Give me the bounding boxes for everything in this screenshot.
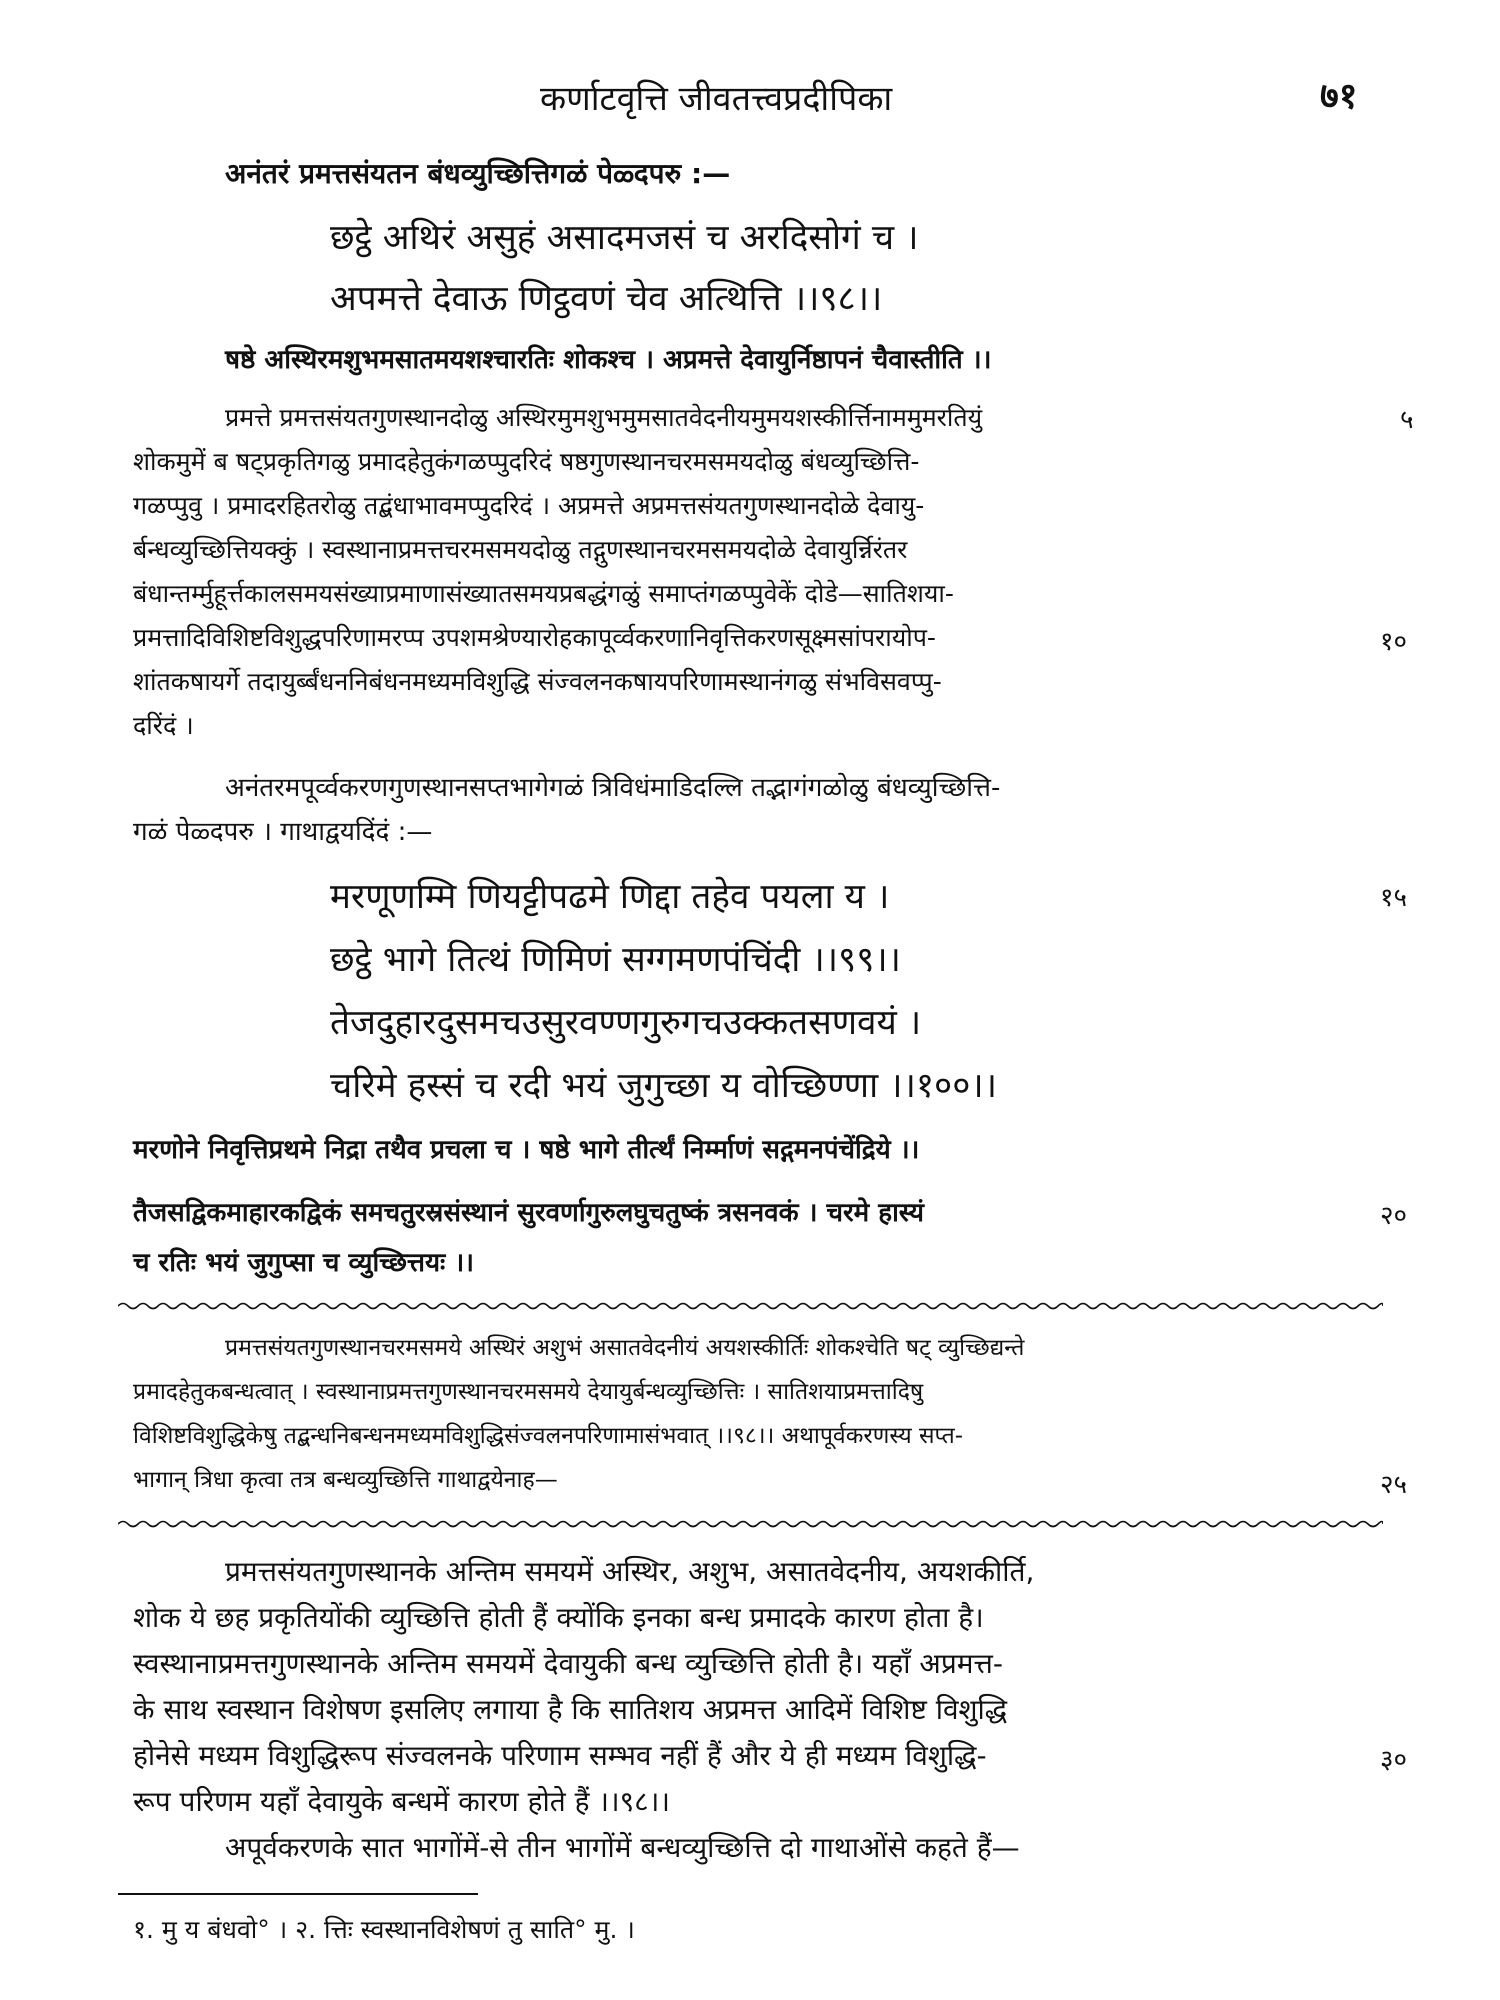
- gatha-100-line-2: चरिमे हस्सं च रदी भयं जुगुच्छा य वोच्छिण्णा ।।१००।।: [330, 1066, 997, 1106]
- wavy-separator-1: [118, 1300, 1383, 1312]
- line-number-20: २०: [1380, 1201, 1408, 1231]
- line-number-25: २५: [1380, 1470, 1408, 1500]
- line-number-5: ५: [1400, 405, 1414, 435]
- gatha-98-line-2: अपमत्ते देवाऊ णिट्ठवणं चेव अत्थित्ति ।।९८।।: [330, 279, 883, 319]
- kannada-line-5: बंधान्तर्म्मुहूर्त्तकालसमयसंख्याप्रमाणासंख्यातसमयप्रबद्धंगळुं समाप्तंगळप्पुवेकें दोडे—सातिशया-: [133, 579, 954, 608]
- sanskrit-comm-line-3: विशिष्टविशुद्धिकेषु तद्बन्धनिबन्धनमध्यमविशुद्धिसंज्वलनपरिणामासंभवात् ।।९८।। अथापूर्वकरणस्य सप्त-: [133, 1423, 964, 1449]
- kannada-line-8: दरिंदं ।: [133, 711, 194, 740]
- wavy-separator-2: [118, 1518, 1383, 1530]
- line-number-10: १०: [1380, 627, 1408, 657]
- gatha-100-line-1: तेजदुहारदुसमचउसुरवण्णगुरुगचउक्कतसणवयं ।: [330, 1003, 922, 1043]
- line-number-30: ३०: [1380, 1745, 1408, 1775]
- hindi-line-6: रूप परिणम यहाँ देवायुके बन्धमें कारण होते हैं ।।९८।।: [133, 1785, 670, 1818]
- intro2-line-1: अनंतरमपूर्व्वकरणगुणस्थानसप्तभागेगळं त्रिविधंमाडिदल्लि तद्भागंगळोळु बंधव्युच्छित्ति-: [225, 773, 1001, 803]
- intro2-line-2: गळं पेळ्दपरु । गाथाद्वयदिंदं :—: [133, 817, 433, 847]
- hindi-line-2: शोक ये छह प्रकृतियोंकी व्युच्छित्ति होती हैं क्योंकि इनका बन्ध प्रमादके कारण होता है।: [133, 1601, 984, 1634]
- kannada-line-1: प्रमत्ते प्रमत्तसंयतगुणस्थानदोळु अस्थिरमुमशुभमुमसातवेदनीयमुमयशस्कीर्त्तिनाममुमरतियुं: [225, 403, 983, 432]
- hindi-line-3: स्वस्थानाप्रमत्तगुणस्थानके अन्तिम समयमें देवायुकी बन्ध व्युच्छित्ति होती है। यहाँ अप्रमत्त-: [133, 1647, 1003, 1680]
- kannada-line-2: शोकमुमें ब षट्प्रकृतिगळु प्रमादहेतुकंगळप्पुदरिदं षष्ठगुणस्थानचरमसमयदोळु बंधव्युच्छित्ति-: [133, 447, 920, 476]
- running-header-title: कर्णाटवृत्ति जीवतत्त्वप्रदीपिका: [540, 79, 893, 119]
- sanskrit-comm-line-4: भागान् त्रिधा कृत्वा तत्र बन्धव्युच्छित्ति गाथाद्वयेनाह—: [133, 1467, 558, 1493]
- gatha-99-line-2: छट्ठे भागे तित्थं णिमिणं सग्गमणपंचिंदी ।।९९।।: [330, 940, 901, 980]
- gatha-99-line-1: मरणूणम्मि णियट्टीपढमे णिद्दा तहेव पयला य ।: [330, 877, 890, 917]
- hindi-line-5: होनेसे मध्यम विशुद्धिरूप संज्वलनके परिणाम सम्भव नहीं हैं और ये ही मध्यम विशुद्धि-: [133, 1739, 987, 1772]
- line-number-15: १५: [1380, 883, 1408, 913]
- sanskrit-comm-line-1: प्रमत्तसंयतगुणस्थानचरमसमये अस्थिरं अशुभं असातवेदनीयं अयशस्कीर्तिः शोकश्चेति षट् व्युच्छिद्यन्ते: [225, 1335, 1025, 1361]
- kannada-line-4: र्बन्धव्युच्छित्तियक्कुं । स्वस्थानाप्रमत्तचरमसमयदोळु तद्गुणस्थानचरमसमयदोळे देवायुर्न्निरंतर: [133, 535, 908, 564]
- sanskrit-comm-line-2: प्रमादहेतुकबन्धत्वात् । स्वस्थानाप्रमत्तगुणस्थानचरमसमये देयायुर्बन्धव्युच्छित्तिः । सातिशयाप्रमत्तादिषु: [133, 1379, 924, 1405]
- kannada-line-7: शांतकषायर्गे तदायुर्ब्बंधननिबंधनमध्यमविशुद्धि संज्वलनकषायपरिणामस्थानंगळु संभविसवप्पु-: [133, 667, 942, 696]
- gatha-98-line-1: छट्ठे अथिरं असुहं असादमजसं च अरदिसोगं च ।: [330, 218, 919, 258]
- footnote: १. मु य बंधवो° । २. त्तिः स्वस्थानविशेषणं तु साति° मु. ।: [133, 1915, 635, 1944]
- chhaya-99-100-line-2: तैजसद्विकमाहारकद्विकं समचतुरस्रसंस्थानं सुरवर्णागुरुलघुचतुष्कं त्रसनवकं । चरमे हास्यं: [133, 1198, 924, 1228]
- chhaya-99-100-line-1: मरणोने निवृत्तिप्रथमे निद्रा तथैव प्रचला च । षष्ठे भागे तीर्त्थं निर्म्माणं सद्गमनपंचेंद्रिये ।।: [133, 1135, 920, 1165]
- hindi-line-7: अपूर्वकरणके सात भागोंमें-से तीन भागोंमें बन्धव्युच्छित्ति दो गाथाओंसे कहते हैं—: [225, 1831, 1020, 1864]
- hindi-line-4: के साथ स्वस्थान विशेषण इसलिए लगाया है कि सातिशय अप्रमत्त आदिमें विशिष्ट विशुद्धि: [133, 1693, 1008, 1726]
- chhaya-98: षष्ठे अस्थिरमशुभमसातमयशश्चारतिः शोकश्च । अप्रमत्ते देवायुर्निष्ठापनं चैवास्तीति ।।: [225, 345, 992, 375]
- kannada-line-3: गळप्पुवु । प्रमादरहितरोळु तद्बंधाभावमप्पुदरिदं । अप्रमत्ते अप्रमत्तसंयतगुणस्थानदोळे देवायु-: [133, 491, 925, 520]
- intro-line: अनंतरं प्रमत्तसंयतन बंधव्युच्छित्तिगळं पेळ्दपरु :—: [225, 157, 731, 190]
- hindi-line-1: प्रमत्तसंयतगुणस्थानके अन्तिम समयमें अस्थिर, अशुभ, असातवेदनीय, अयशकीर्ति,: [225, 1555, 1035, 1588]
- chhaya-99-100-line-3: च रतिः भयं जुगुप्सा च व्युच्छित्तयः ।।: [133, 1248, 475, 1278]
- footnote-rule: [118, 1893, 478, 1895]
- kannada-line-6: प्रमत्तादिविशिष्टविशुद्धपरिणामरप्प उपशमश्रेण्यारोहकापूर्व्वकरणानिवृत्तिकरणसूक्ष्मसांपरायोप-: [133, 623, 936, 652]
- page-number: ७१: [1320, 76, 1358, 117]
